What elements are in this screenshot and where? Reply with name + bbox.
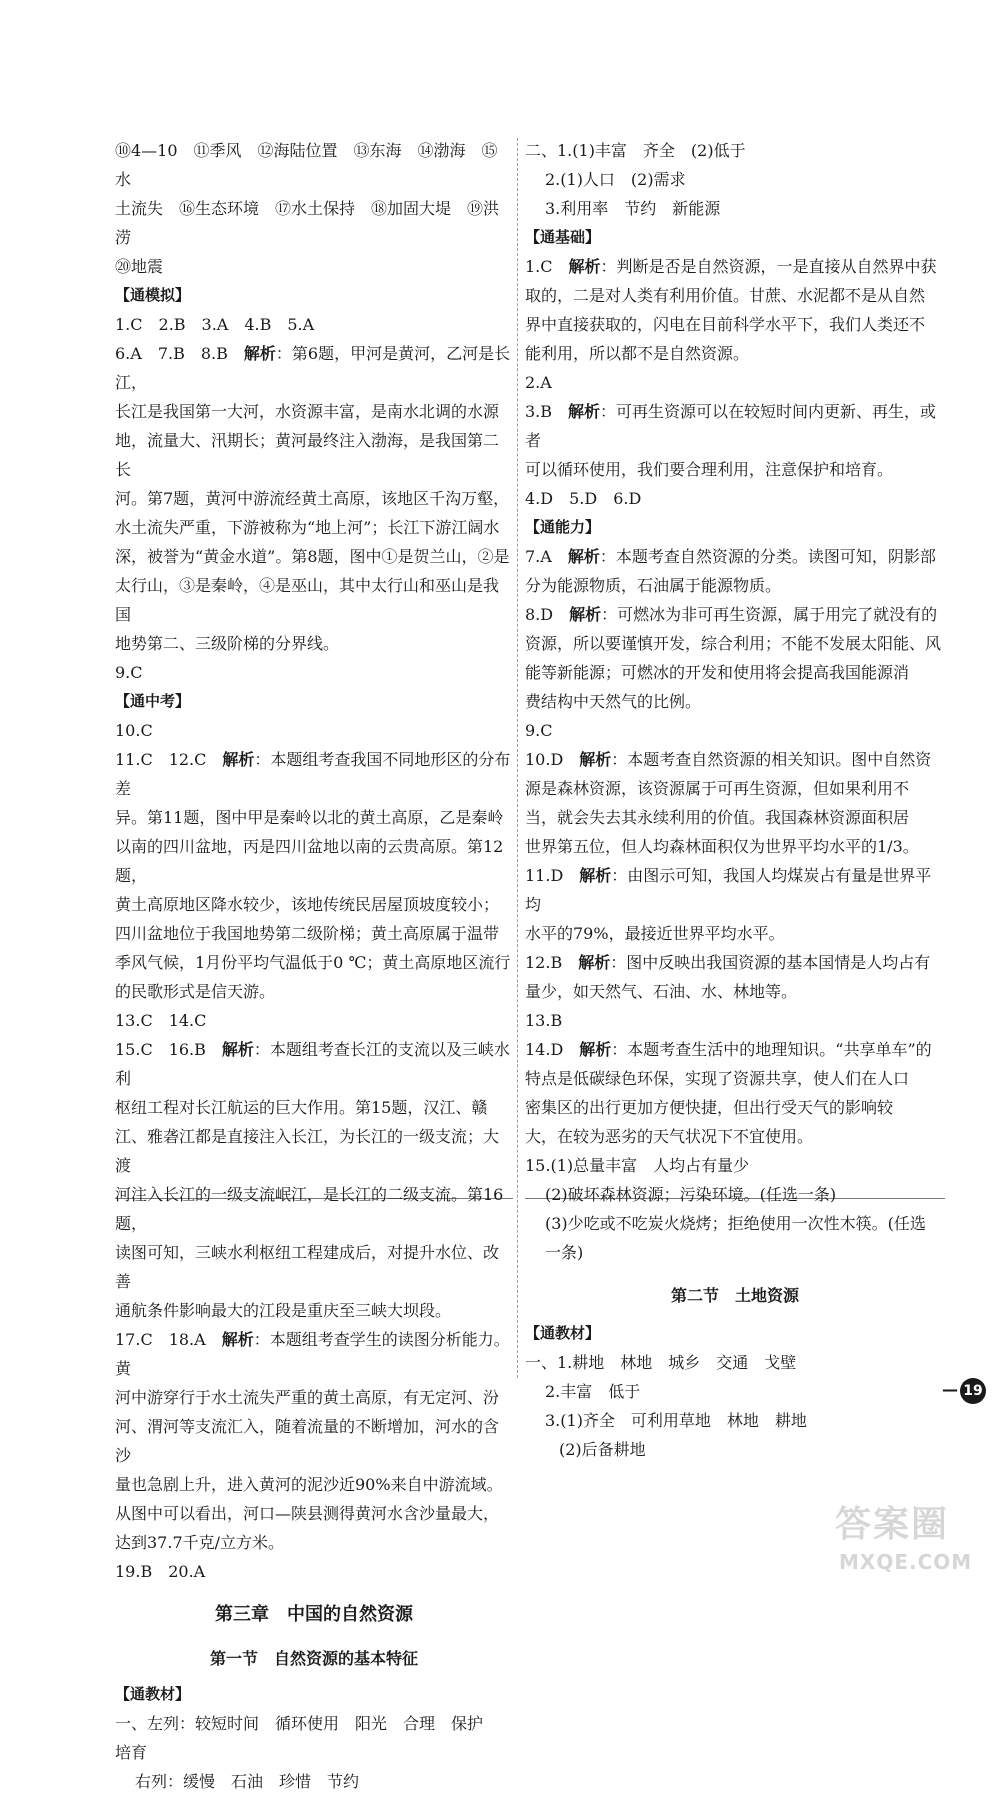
answer-line: 枢纽工程对长江航运的巨大作用。第15题，汉江、赣 bbox=[115, 1098, 488, 1117]
explanation-label: 解析 bbox=[221, 1330, 254, 1349]
answer-line: 能利用，所以都不是自然资源。 bbox=[525, 344, 750, 363]
answer-explanation: 12.B 解析：图中反映出我国资源的基本国情是人均占有 bbox=[525, 953, 931, 972]
heading-tongzhongkao: 【通中考】 bbox=[115, 692, 191, 710]
answer-line: 量也急剧上升，进入黄河的泥沙近90%来自中游流域。 bbox=[115, 1475, 503, 1494]
right-column bbox=[525, 136, 945, 1464]
answer-line: 能等新能源；可燃冰的开发和使用将会提高我国能源消 bbox=[525, 663, 910, 682]
explanation-label: 解析 bbox=[243, 344, 276, 363]
explanation-label: 解析 bbox=[578, 953, 611, 972]
answer-line: 13.C 14.C bbox=[115, 1011, 207, 1030]
answer-line: ⑳地震 bbox=[115, 257, 164, 276]
answer-line: 9.C bbox=[525, 721, 553, 740]
answer-line: 一、1.耕地 林地 城乡 交通 戈壁 bbox=[525, 1353, 797, 1372]
answer-line: 的民歌形式是信天游。 bbox=[115, 982, 276, 1001]
answer-line: 河、渭河等支流汇入，随着流量的不断增加，河水的含沙 bbox=[115, 1417, 500, 1465]
answer-line: 一条) bbox=[545, 1243, 584, 1262]
explanation-label: 解析 bbox=[579, 866, 612, 885]
answer-explanation: 10.D 解析：本题考查自然资源的相关知识。图中自然资 bbox=[525, 750, 932, 769]
answer-line: 通航条件影响最大的江段是重庆至三峡大坝段。 bbox=[115, 1301, 452, 1320]
answer-line: 一、左列：较短时间 循环使用 阳光 合理 保护 培育 bbox=[115, 1714, 500, 1762]
answer-line: 费结构中天然气的比例。 bbox=[525, 692, 702, 711]
chapter-title: 第三章 中国的自然资源 bbox=[215, 1604, 413, 1625]
answer-line: 19.B 20.A bbox=[115, 1562, 206, 1581]
answer-line: 右列：缓慢 石油 珍惜 节约 bbox=[135, 1772, 360, 1791]
answer-explanation: 17.C 18.A 解析：本题组考查学生的读图分析能力。黄 bbox=[115, 1330, 510, 1378]
answer-line: 9.C bbox=[115, 663, 143, 682]
answer-line: (2)后备耕地 bbox=[559, 1440, 646, 1459]
answer-line: 界中直接获取的，闪电在目前科学水平下，我们人类还不 bbox=[525, 315, 926, 334]
answer-line: 长江是我国第一大河，水资源丰富，是南水北调的水源 bbox=[115, 402, 500, 421]
answer-explanation: 1.C 解析：判断是否是自然资源，一是直接从自然界中获 bbox=[525, 257, 937, 276]
answer-line: 读图可知，三峡水利枢纽工程建成后，对提升水位、改善 bbox=[115, 1243, 500, 1291]
answer-explanation: 15.C 16.B 解析：本题组考查长江的支流以及三峡水利 bbox=[115, 1040, 510, 1088]
answer-line: 大，在较为恶劣的天气状况下不宜使用。 bbox=[525, 1127, 814, 1146]
answer-line: 13.B bbox=[525, 1011, 563, 1030]
watermark-logo bbox=[835, 1496, 975, 1586]
answer-line: 2.丰富 低于 bbox=[545, 1382, 641, 1401]
explanation-label: 解析 bbox=[568, 257, 601, 276]
answer-line: 从图中可以看出，河口—陕县测得黄河水含沙量最大， bbox=[115, 1504, 500, 1523]
answer-explanation: 3.B 解析：可再生资源可以在较短时间内更新、再生，或者 bbox=[525, 402, 937, 450]
answer-line: 可以循环使用，我们要合理利用，注意保护和培育。 bbox=[525, 460, 894, 479]
answer-explanation: 14.D 解析：本题考查生活中的地理知识。“共享单车”的 bbox=[525, 1040, 932, 1059]
explanation-label: 解析 bbox=[222, 750, 255, 769]
answer-line: ⑩4—10 ⑪季风 ⑫海陆位置 ⑬东海 ⑭渤海 ⑮水 bbox=[115, 141, 498, 189]
answer-line: 水土流失严重，下游被称为“地上河”；长江下游江阔水 bbox=[115, 518, 500, 537]
answer-line: 水平的79%，最接近世界平均水平。 bbox=[525, 924, 785, 943]
answer-line: 量少，如天然气、石油、水、林地等。 bbox=[525, 982, 798, 1001]
answer-line: 3.利用率 节约 新能源 bbox=[545, 199, 721, 218]
left-column bbox=[115, 136, 513, 1796]
answer-line: (2)破坏森林资源；污染环境。(任选一条) bbox=[545, 1185, 837, 1204]
heading-tongnengli: 【通能力】 bbox=[525, 518, 601, 536]
explanation-label: 解析 bbox=[221, 1040, 254, 1059]
answer-line: 取的，二是对人类有利用价值。甘蔗、水泥都不是从自然 bbox=[525, 286, 926, 305]
answer-line: 河注入长江的一级支流岷江，是长江的二级支流。第16题， bbox=[115, 1185, 504, 1233]
answer-line: 黄土高原地区降水较少，该地传统民居屋顶坡度较小； bbox=[115, 895, 500, 914]
answer-line: 深，被誉为“黄金水道”。第8题，图中①是贺兰山，②是 bbox=[115, 547, 510, 566]
answer-line: 2.(1)人口 (2)需求 bbox=[545, 170, 686, 189]
answer-line: 地，流量大、汛期长；黄河最终注入渤海，是我国第二长 bbox=[115, 431, 500, 479]
explanation-label: 解析 bbox=[568, 402, 601, 421]
answer-explanation: 8.D 解析：可燃冰为非可再生资源，属于用完了就没有的 bbox=[525, 605, 938, 624]
answer-line: 当，就会失去其永续利用的价值。我国森林资源面积居 bbox=[525, 808, 910, 827]
answer-line: 季风气候，1月份平均气温低于0 ℃；黄土高原地区流行 bbox=[115, 953, 511, 972]
answer-line: 地势第二、三级阶梯的分界线。 bbox=[115, 634, 340, 653]
answer-line: 3.(1)齐全 可利用草地 林地 耕地 bbox=[545, 1411, 807, 1430]
answer-line: 分为能源物质，石油属于能源物质。 bbox=[525, 576, 782, 595]
answer-line: 四川盆地位于我国地势第二级阶梯；黄土高原属于温带 bbox=[115, 924, 500, 943]
answer-line: 资源，所以要谨慎开发，综合利用；不能不发展太阳能、风 bbox=[525, 634, 942, 653]
heading-tongmoni: 【通模拟】 bbox=[115, 286, 191, 304]
heading-tongjichu: 【通基础】 bbox=[525, 228, 601, 246]
explanation-label: 解析 bbox=[579, 750, 612, 769]
answer-line: 世界第五位，但人均森林面积仅为世界平均水平的1/3。 bbox=[525, 837, 919, 856]
answer-line: 以南的四川盆地，丙是四川盆地以南的云贵高原。第12题， bbox=[115, 837, 504, 885]
answer-line: 15.(1)总量丰富 人均占有量少 bbox=[525, 1156, 750, 1175]
answer-line: 特点是低碳绿色环保，实现了资源共享，使人们在人口 bbox=[525, 1069, 910, 1088]
heading-tongjiaocai: 【通教材】 bbox=[115, 1685, 191, 1703]
watermark-url: MXQE.COM bbox=[839, 1550, 973, 1574]
explanation-label: 解析 bbox=[569, 605, 602, 624]
explanation-label: 解析 bbox=[567, 547, 600, 566]
answer-line: 密集区的出行更加方便快捷，但出行受天气的影响较 bbox=[525, 1098, 894, 1117]
answer-line: 4.D 5.D 6.D bbox=[525, 489, 642, 508]
answer-line: 达到37.7千克/立方米。 bbox=[115, 1533, 285, 1552]
section-title: 第二节 土地资源 bbox=[670, 1286, 799, 1305]
answer-explanation: 6.A 7.B 8.B 解析：第6题，甲河是黄河，乙河是长江， bbox=[115, 344, 511, 392]
answer-line: 二、1.(1)丰富 齐全 (2)低于 bbox=[525, 141, 746, 160]
column-divider bbox=[517, 138, 518, 1378]
explanation-label: 解析 bbox=[579, 1040, 612, 1059]
answer-line: 2.A bbox=[525, 373, 552, 392]
answer-line: 江、雅砻江都是直接注入长江，为长江的一级支流；大渡 bbox=[115, 1127, 500, 1175]
answer-line: 太行山，③是秦岭，④是巫山，其中太行山和巫山是我国 bbox=[115, 576, 500, 624]
answer-explanation: 11.C 12.C 解析：本题组考查我国不同地形区的分布差 bbox=[115, 750, 511, 798]
answer-explanation: 11.D 解析：由图示可知，我国人均煤炭占有量是世界平均 bbox=[525, 866, 932, 914]
answer-line: 1.C 2.B 3.A 4.B 5.A bbox=[115, 315, 315, 334]
answer-line: 源是森林资源，该资源属于可再生资源，但如果利用不 bbox=[525, 779, 910, 798]
heading-tongjiaocai: 【通教材】 bbox=[525, 1324, 601, 1342]
answer-line: 10.C bbox=[115, 721, 153, 740]
answer-explanation: 7.A 解析：本题考查自然资源的分类。读图可知，阴影部 bbox=[525, 547, 936, 566]
section-title: 第一节 自然资源的基本特征 bbox=[209, 1649, 418, 1668]
answer-line: 河。第7题，黄河中游流经黄土高原，该地区千沟万壑， bbox=[115, 489, 510, 508]
answer-line: 河中游穿行于水土流失严重的黄土高原，有无定河、汾 bbox=[115, 1388, 500, 1407]
answer-line: 土流失 ⑯生态环境 ⑰水土保持 ⑱加固大堤 ⑲洪涝 bbox=[115, 199, 500, 247]
answer-line: (3)少吃或不吃炭火烧烤；拒绝使用一次性木筷。(任选 bbox=[545, 1214, 926, 1233]
page-number: — 19 bbox=[942, 1378, 986, 1404]
answer-line: 异。第11题，图中甲是秦岭以北的黄土高原，乙是秦岭 bbox=[115, 808, 504, 827]
watermark-text: 答案圈 bbox=[835, 1504, 950, 1545]
